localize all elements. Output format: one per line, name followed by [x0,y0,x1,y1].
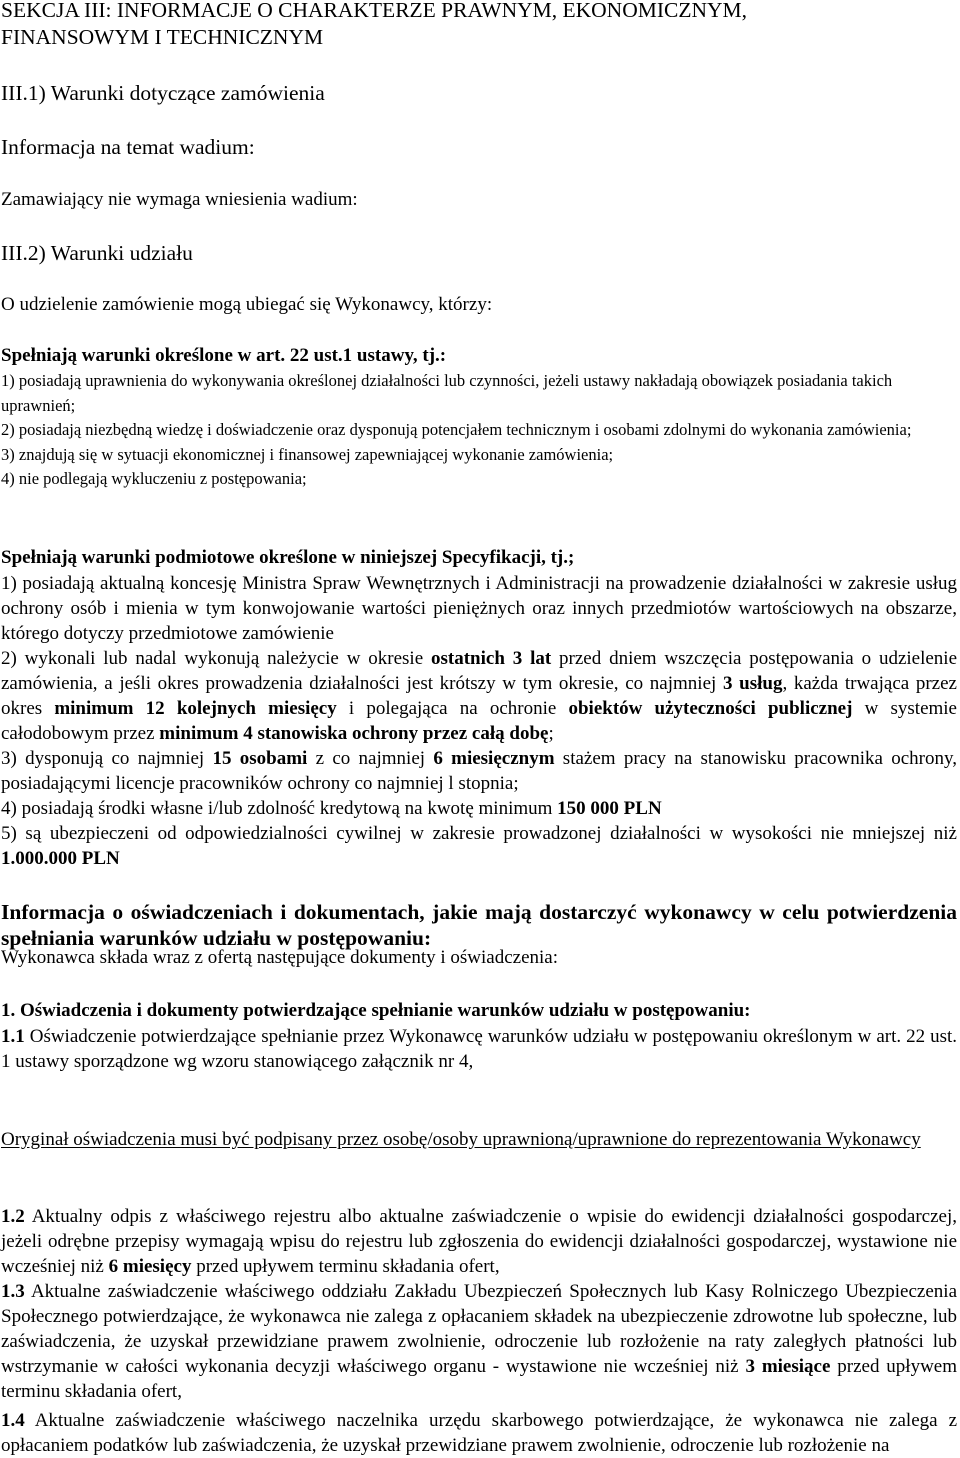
spec-item-2: 2) wykonali lub nadal wykonują należycie w okresie ostatnich 3 lat przed dniem wszczęcia postępowania o udzielenie zamówienia, a jeśli okres prowadzenia działalności jest krótszy w tym okresie, co najmniej 3 usług, każda trwająca przez okres minimum 12 kolejnych miesięcy i polegająca na ochronie obiektów użyteczności publicznej w systemie całodobowym przez minimum 4 stanowiska ochrony przez całą dobę; [1,648,958,744]
wadium-heading: Informacja na temat wadium: [1,135,255,159]
art22-list [1,369,957,492]
spec-list [1,571,957,871]
documents-section1-heading [1,998,957,1023]
spec-heading-text: Spełniają warunki podmiotowe określone w niniejszej Specyfikacji, tj.; [1,547,575,568]
documents-section1-heading-text: 1. Oświadczenia i dokumenty potwierdzające spełnianie warunków udziału w postępowaniu: [1,1000,751,1021]
section-heading [1,0,957,51]
spec-heading [1,545,957,570]
original-signature-note [1,1127,957,1152]
art22-item-3: 3) znajdują się w sytuacji ekonomicznej i finansowej zapewniającej wykonanie zamówienia; [1,444,614,464]
doc-item-1-3: 1.3 Aktualne zaświadczenie właściwego oddziału Zakładu Ubezpieczeń Społecznych lub Kasy Rolniczego Ubezpieczenia Społecznego potwierdzające, że wykonawca nie zalega z opłacaniem składek na ubezpieczenie zdrowotne lub społeczne, lub zaświadczenia, że uzyskał przewidziane prawem zwolnienie, odroczenie lub rozłożenie na raty zaległych płatności lub wstrzymanie w całości wykonania decyzji właściwego organu - wystawione nie wcześniej niż 3 miesiące przed upływem terminu składania ofert, [1,1281,958,1402]
documents-heading-text: Informacja o oświadczeniach i dokumentach, jakie mają dostarczyć wykonawcy w celu potwierdzenia spełniania warunków udziału w postępowaniu: [1,900,957,950]
doc-item-1-1: 1.1 Oświadczenie potwierdzające spełnianie przez Wykonawcę warunków udziału w postępowaniu określonym w art. 22 ust. 1 ustawy sporządzone wg wzoru stanowiącego załącznik nr 4, [1,1026,957,1072]
section-heading-line1: SEKCJA III: INFORMACJE O CHARAKTERZE PRAWNYM, EKONOMICZNYM, [1,0,748,22]
art22-heading [1,343,957,368]
section-heading-line2: FINANSOWYM I TECHNICZNYM [1,25,324,49]
spec-item-5: 5) są ubezpieczeni od odpowiedzialności cywilnej w zakresie prowadzonej działalności w wysokości nie mniejszej niż 1.000.000 PLN [1,823,957,869]
art22-heading-text: Spełniają warunki określone w art. 22 ust.1 ustawy, tj.: [1,345,447,366]
art22-item-4: 4) nie podlegają wykluczeniu z postępowania; [1,469,307,488]
art22-item-1: 1) posiadają uprawnienia do wykonywania określonej działalności lub czynności, jeżeli ustawy nakładają obowiązek posiadania takich uprawnień; [1,371,893,415]
spec-item-3: 3) dysponują co najmniej 15 osobami z co najmniej 6 miesięcznym stażem pracy na stanowisku pracownika ochrony, posiadającymi licencje pracowników ochrony co najmniej l stopnia; [1,748,957,794]
spec-item-4: 4) posiadają środki własne i/lub zdolność kredytową na kwotę minimum 150 000 PLN [1,798,662,819]
original-signature-note-text: Oryginał oświadczenia musi być podpisany przez osobę/osoby uprawnioną/uprawnione do reprezentowania Wykonawcy [1,1129,921,1150]
participation-intro: O udzielenie zamówienie mogą ubiegać się Wykonawcy, którzy: [1,294,493,315]
doc-item-1-2: 1.2 Aktualny odpis z właściwego rejestru albo aktualne zaświadczenie o wpisie do ewidencji działalności gospodarczej, jeżeli odrębne przepisy wymagają wpisu do rejestru lub zgłoszenia do ewidencji działalności gospodarczej, wystawione nie wcześniej niż 6 miesięcy przed upływem terminu składania ofert, [1,1206,957,1277]
section-iii2-heading: III.2) Warunki udziału [1,241,193,265]
wadium-text: Zamawiający nie wymaga wniesienia wadium: [1,189,358,210]
section-iii1-heading: III.1) Warunki dotyczące zamówienia [1,81,325,105]
art22-item-2: 2) posiadają niezbędną wiedzę i doświadczenie oraz dysponują potencjałem technicznym i osobami zdolnymi do wykonania zamówienia; [1,420,912,439]
documents-intro: Wykonawca składa wraz z ofertą następujące dokumenty i oświadczenia: [1,947,559,968]
doc-item-1-4: 1.4 Aktualne zaświadczenie właściwego naczelnika urzędu skarbowego potwierdzające, że wykonawca nie zalega z opłacaniem podatków lub zaświadczenia, że uzyskał przewidziane prawem zwolnienie, odroczenie lub rozłożenie na [1,1410,957,1456]
documents-heading [1,899,957,951]
spec-item-1: 1) posiadają aktualną koncesję Ministra Spraw Wewnętrznych i Administracji na prowadzenie działalności w zakresie usług ochrony osób i mienia w tym konwojowanie wartości pieniężnych oraz innych przedmiotów wartościowych na obszarze, którego dotyczy przedmiotowe zamówienie [1,573,957,644]
